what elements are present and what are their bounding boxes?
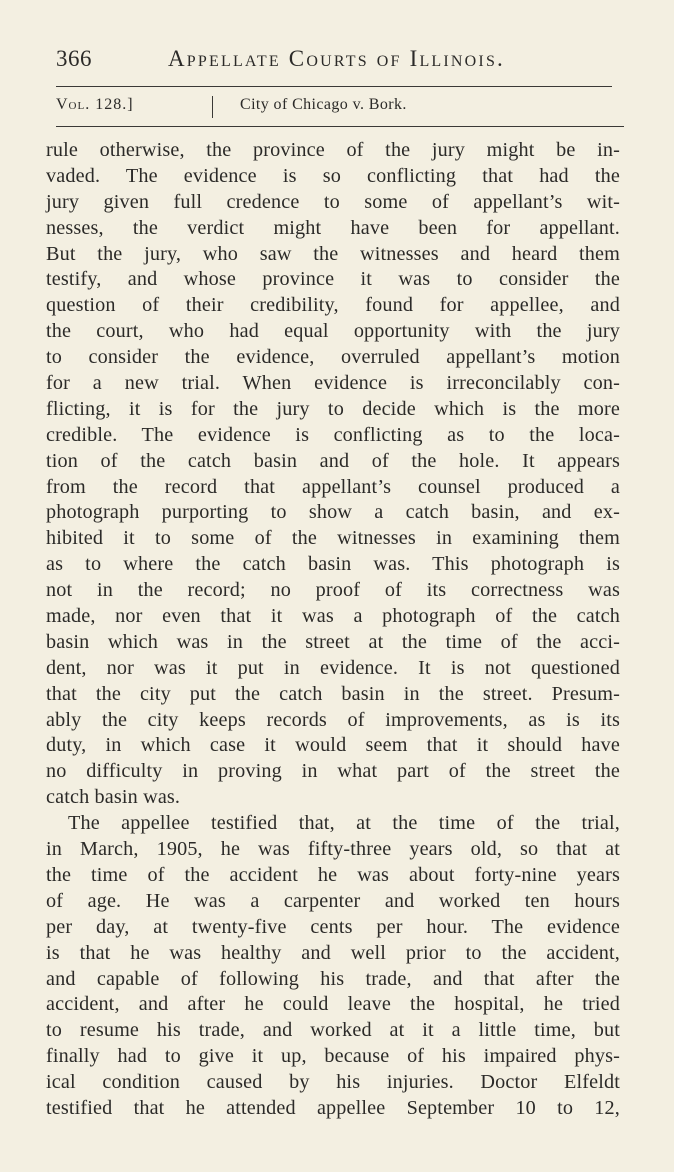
header-rule (56, 86, 612, 87)
text-line: nesses, the verdict might have been for appellant. (46, 216, 620, 239)
caption-rule (56, 126, 624, 127)
text-line: per day, at twenty-five cents per hour. The evidence (46, 915, 620, 938)
text-line: flicting, it is for the jury to decide which is the more (46, 397, 620, 420)
case-caption (56, 96, 616, 120)
text-line: vaded. The evidence is so conflicting that had the (46, 164, 620, 187)
report-title: Appellate Courts of Illinois. (168, 46, 506, 71)
case-name: City of Chicago v. Bork. (240, 96, 407, 113)
text-line: the court, who had equal opportunity with the jury (46, 320, 620, 343)
text-line: duty, in which case it would seem that it should have (46, 734, 620, 757)
text-line: catch basin was. (46, 786, 181, 809)
text-line: finally had to give it up, because of his impaired phys- (46, 1045, 620, 1068)
text-line: is that he was healthy and well prior to the accident, (46, 941, 620, 964)
text-line: photograph purporting to show a catch basin, and ex- (46, 501, 620, 524)
page-number: 366 (56, 46, 92, 71)
text-line: to consider the evidence, overruled appellant’s motion (46, 346, 620, 369)
text-line: tion of the catch basin and of the hole. It appears (46, 449, 620, 472)
text-line: the time of the accident he was about forty-nine years (46, 863, 620, 886)
text-line: to resume his trade, and worked at it a little time, but (46, 1019, 620, 1042)
text-line: of age. He was a carpenter and worked ten hours (46, 889, 620, 912)
text-line: question of their credibility, found for appellee, and (46, 294, 620, 317)
text-line: dent, nor was it put in evidence. It is not questioned (46, 656, 620, 679)
text-line: The appellee testified that, at the time of the trial, (68, 812, 620, 835)
text-line: in March, 1905, he was fifty-three years old, so that at (46, 838, 620, 861)
text-line: not in the record; no proof of its correctness was (46, 579, 620, 602)
text-line: jury given full credence to some of appellant’s wit- (46, 190, 620, 213)
text-line: no difficulty in proving in what part of the street the (46, 760, 620, 783)
text-line: But the jury, who saw the witnesses and heard them (46, 242, 620, 265)
text-line: accident, and after he could leave the hospital, he tried (46, 993, 620, 1016)
text-line: testify, and whose province it was to consider the (46, 268, 620, 291)
text-line: as to where the catch basin was. This photograph is (46, 553, 620, 576)
text-line: and capable of following his trade, and that after the (46, 967, 620, 990)
text-line: for a new trial. When evidence is irreconcilably con- (46, 372, 620, 395)
text-line: ical condition caused by his injuries. Doctor Elfeldt (46, 1071, 620, 1094)
text-line: hibited it to some of the witnesses in examining them (46, 527, 620, 550)
text-line: testified that he attended appellee September 10 to 12, (46, 1096, 620, 1119)
text-line: ably the city keeps records of improvements, as is its (46, 708, 620, 731)
opinion-text (46, 138, 620, 1122)
text-line: that the city put the catch basin in the street. Presum- (46, 682, 620, 705)
caption-divider (212, 96, 214, 118)
text-line: rule otherwise, the province of the jury might be in- (46, 139, 620, 161)
volume-reference: Vol. 128.] (56, 96, 134, 113)
text-line: credible. The evidence is conflicting as to the loca- (46, 423, 620, 446)
text-line: basin which was in the street at the time of the acci- (46, 630, 620, 653)
text-line: from the record that appellant’s counsel produced a (46, 475, 620, 498)
running-head (56, 46, 616, 80)
text-line: made, nor even that it was a photograph of the catch (46, 605, 620, 628)
